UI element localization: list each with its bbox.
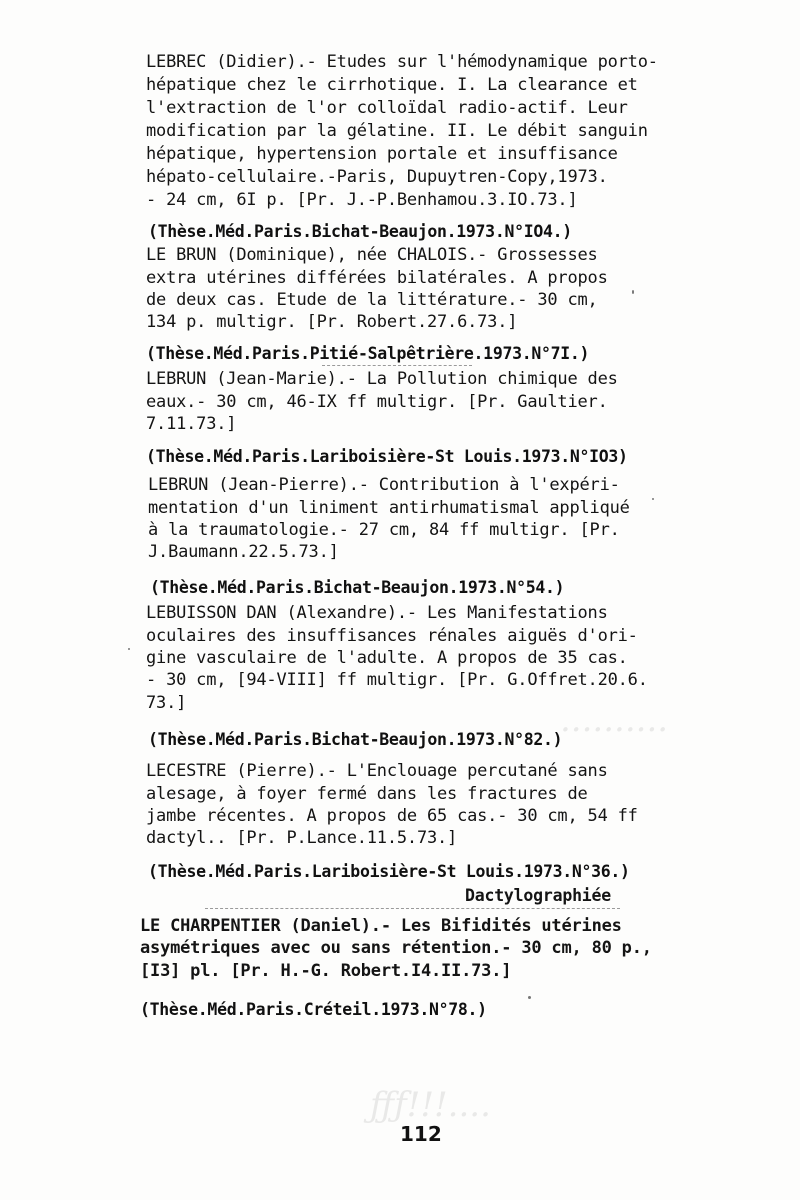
- entry-text-line: hépatique, hypertension portale et insuffisance: [146, 144, 618, 164]
- entry-text-line: jambe récentes. A propos de 65 cas.- 30 cm, 54 ff: [146, 806, 638, 826]
- entry-text-line: modification par la gélatine. II. Le débit sanguin: [146, 121, 648, 141]
- ink-speck: [632, 290, 634, 294]
- entry-text-line: LEBRUN (Jean-Marie).- La Pollution chimique des: [146, 369, 618, 389]
- bleed-through-mark: ..........: [560, 700, 669, 740]
- entry-text-line: extra utérines différées bilatérales. A propos: [146, 268, 608, 288]
- entry-text-line: gine vasculaire de l'adulte. A propos de 35 cas.: [146, 648, 628, 668]
- entry-text-line: LECESTRE (Pierre).- L'Enclouage percutané sans: [146, 761, 608, 781]
- ink-speck: [128, 648, 130, 650]
- section-label: Dactylographiée: [465, 886, 612, 905]
- thesis-source: (Thèse.Méd.Paris.Bichat-Beaujon.1973.N°IO4.): [148, 222, 572, 241]
- bleed-through-mark: ƒƒƒ!!!....: [370, 1085, 491, 1125]
- section-divider: [205, 908, 620, 909]
- entry-text-line: - 30 cm, [94-VIII] ff multigr. [Pr. G.Offret.20.6.: [146, 670, 648, 690]
- entry-text-line: alesage, à foyer fermé dans les fractures de: [146, 784, 588, 804]
- entry-text-line: oculaires des insuffisances rénales aiguës d'ori-: [146, 626, 638, 646]
- entry-text-line: eaux.- 30 cm, 46-IX ff multigr. [Pr. Gaultier.: [146, 392, 608, 412]
- entry-text-line: asymétriques avec ou sans rétention.- 30 cm, 80 p.,: [140, 938, 652, 958]
- entry-text-line: mentation d'un liniment antirhumatismal appliqué: [148, 498, 630, 518]
- entry-text-line: LEBUISSON DAN (Alexandre).- Les Manifestations: [146, 603, 608, 623]
- thesis-source: (Thèse.Méd.Paris.Lariboisière-St Louis.1973.N°36.): [148, 862, 630, 881]
- entry-text-line: - 24 cm, 6I p. [Pr. J.-P.Benhamou.3.IO.73.]: [146, 190, 578, 210]
- ink-speck: [652, 498, 654, 500]
- entry-text-line: dactyl.. [Pr. P.Lance.11.5.73.]: [146, 828, 458, 848]
- entry-text-line: 134 p. multigr. [Pr. Robert.27.6.73.]: [146, 312, 518, 332]
- entry-text-line: LEBREC (Didier).- Etudes sur l'hémodynamique porto-: [146, 52, 658, 72]
- thesis-source: (Thèse.Méd.Paris.Pitié-Salpêtrière.1973.N°7I.): [146, 344, 590, 363]
- thesis-source: (Thèse.Méd.Paris.Créteil.1973.N°78.): [140, 1000, 487, 1019]
- underline-mark: [322, 365, 472, 366]
- entry-text-line: à la traumatologie.- 27 cm, 84 ff multigr. [Pr.: [148, 520, 620, 540]
- entry-text-line: 7.11.73.]: [146, 414, 237, 434]
- ink-speck: [528, 996, 531, 999]
- page-number: 112: [400, 1122, 442, 1146]
- entry-text-line: LE CHARPENTIER (Daniel).- Les Bifidités utérines: [140, 916, 622, 936]
- thesis-source: (Thèse.Méd.Paris.Bichat-Beaujon.1973.N°54.): [150, 578, 565, 597]
- entry-text-line: LE BRUN (Dominique), née CHALOIS.- Grossesses: [146, 245, 598, 265]
- thesis-source: (Thèse.Méd.Paris.Lariboisière-St Louis.1973.N°IO3): [146, 447, 628, 466]
- thesis-source: (Thèse.Méd.Paris.Bichat-Beaujon.1973.N°82.): [148, 730, 563, 749]
- entry-text-line: de deux cas. Etude de la littérature.- 30 cm,: [146, 290, 598, 310]
- entry-text-line: [I3] pl. [Pr. H.-G. Robert.I4.II.73.]: [140, 961, 512, 981]
- entry-text-line: J.Baumann.22.5.73.]: [148, 542, 339, 562]
- entry-text-line: hépato-cellulaire.-Paris, Dupuytren-Copy,1973.: [146, 167, 608, 187]
- entry-text-line: LEBRUN (Jean-Pierre).- Contribution à l'expéri-: [148, 475, 620, 495]
- entry-text-line: hépatique chez le cirrhotique. I. La clearance et: [146, 75, 638, 95]
- entry-text-line: l'extraction de l'or colloïdal radio-actif. Leur: [146, 98, 628, 118]
- entry-text-line: 73.]: [146, 693, 187, 713]
